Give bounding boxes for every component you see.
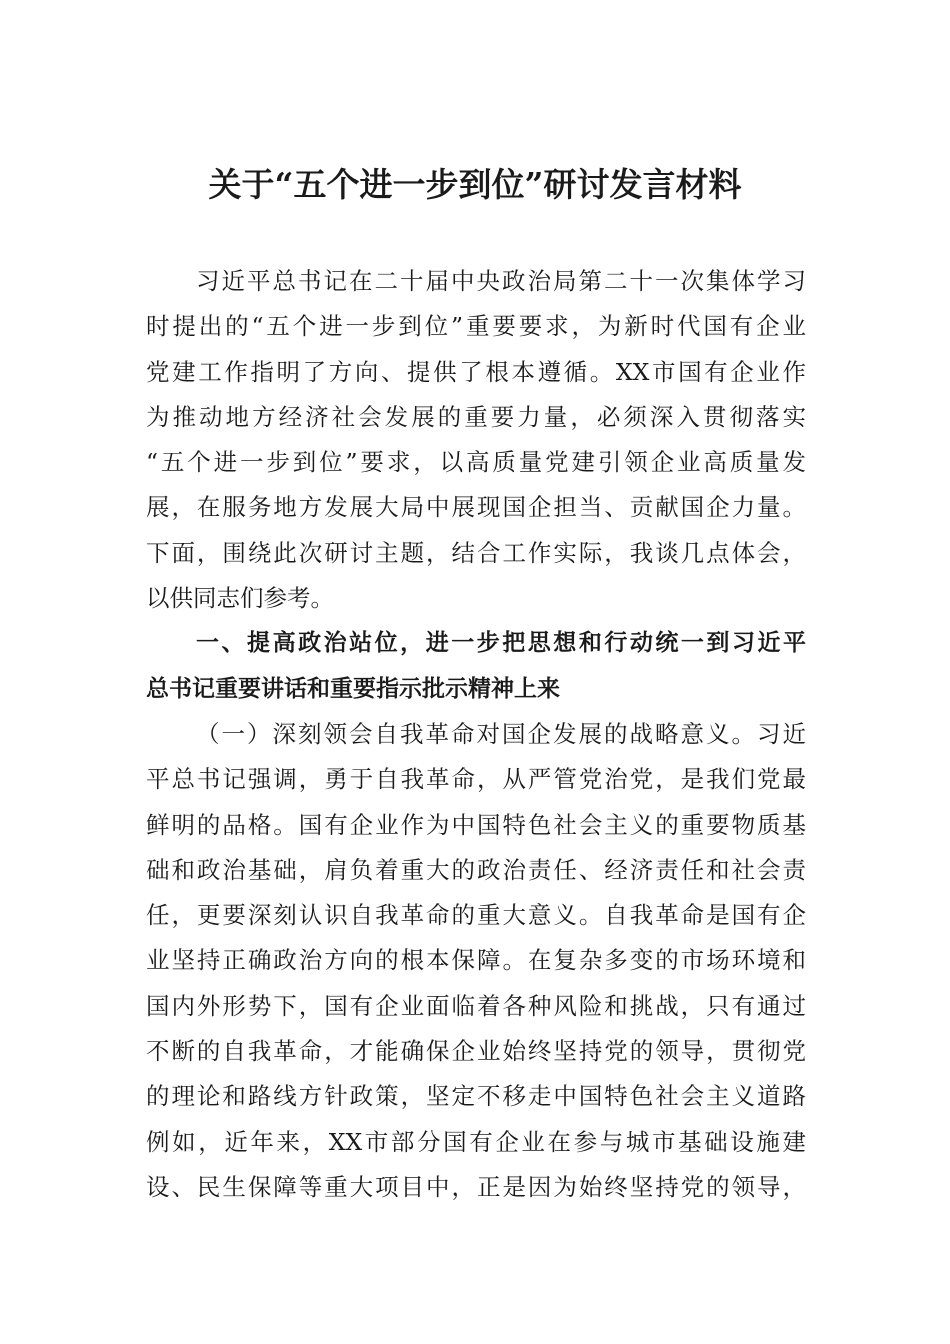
paragraph-line: 以供同志们参考。 [146, 584, 334, 613]
paragraph-line: 不断的自我革命，才能确保企业始终坚持党的领导，贯彻党 [146, 1037, 806, 1066]
paragraph-line: 下面，围绕此次研讨主题，结合工作实际，我谈几点体会， [146, 538, 806, 567]
paragraph-line: 时提出的“五个进一步到位”重要要求，为新时代国有企业 [146, 312, 806, 341]
section-heading-line: 总书记重要讲话和重要指示批示精神上来 [146, 675, 560, 702]
document-body [146, 259, 806, 1210]
paragraph-line: 展，在服务地方发展大局中展现国企担当、贡献国企力量。 [146, 493, 806, 522]
paragraph-line: 础和政治基础，肩负着重大的政治责任、经济责任和社会责 [146, 855, 806, 884]
paragraph-line: 鲜明的品格。国有企业作为中国特色社会主义的重要物质基 [146, 810, 806, 839]
paragraph-line: 的理论和路线方针政策，坚定不移走中国特色社会主义道路 [146, 1082, 806, 1111]
paragraph-line: 任，更要深刻认识自我革命的重大意义。自我革命是国有企 [146, 901, 806, 930]
section-heading-line: 一、提高政治站位，进一步把思想和行动统一到习近平 [196, 630, 806, 657]
paragraph-line: 例如，近年来，XX市部分国有企业在参与城市基础设施建 [146, 1127, 806, 1156]
paragraph-line: “五个进一步到位”要求，以高质量党建引领企业高质量发 [146, 448, 806, 477]
paragraph-line: 设、民生保障等重大项目中，正是因为始终坚持党的领导， [146, 1172, 806, 1201]
paragraph-line: 党建工作指明了方向、提供了根本遵循。XX市国有企业作 [146, 357, 806, 386]
document-title: 关于“五个进一步到位”研讨发言材料 [208, 165, 742, 204]
paragraph-line: 为推动地方经济社会发展的重要力量，必须深入贯彻落实 [146, 402, 806, 431]
paragraph-line: 习近平总书记在二十届中央政治局第二十一次集体学习 [196, 267, 806, 295]
paragraph-line: 业坚持正确政治方向的根本保障。在复杂多变的市场环境和 [146, 946, 806, 975]
paragraph-line: （一）深刻领会自我革命对国企发展的战略意义。习近 [196, 719, 806, 748]
paragraph-line: 平总书记强调，勇于自我革命，从严管党治党，是我们党最 [146, 765, 806, 794]
paragraph-line: 国内外形势下，国有企业面临着各种风险和挑战，只有通过 [146, 991, 806, 1020]
